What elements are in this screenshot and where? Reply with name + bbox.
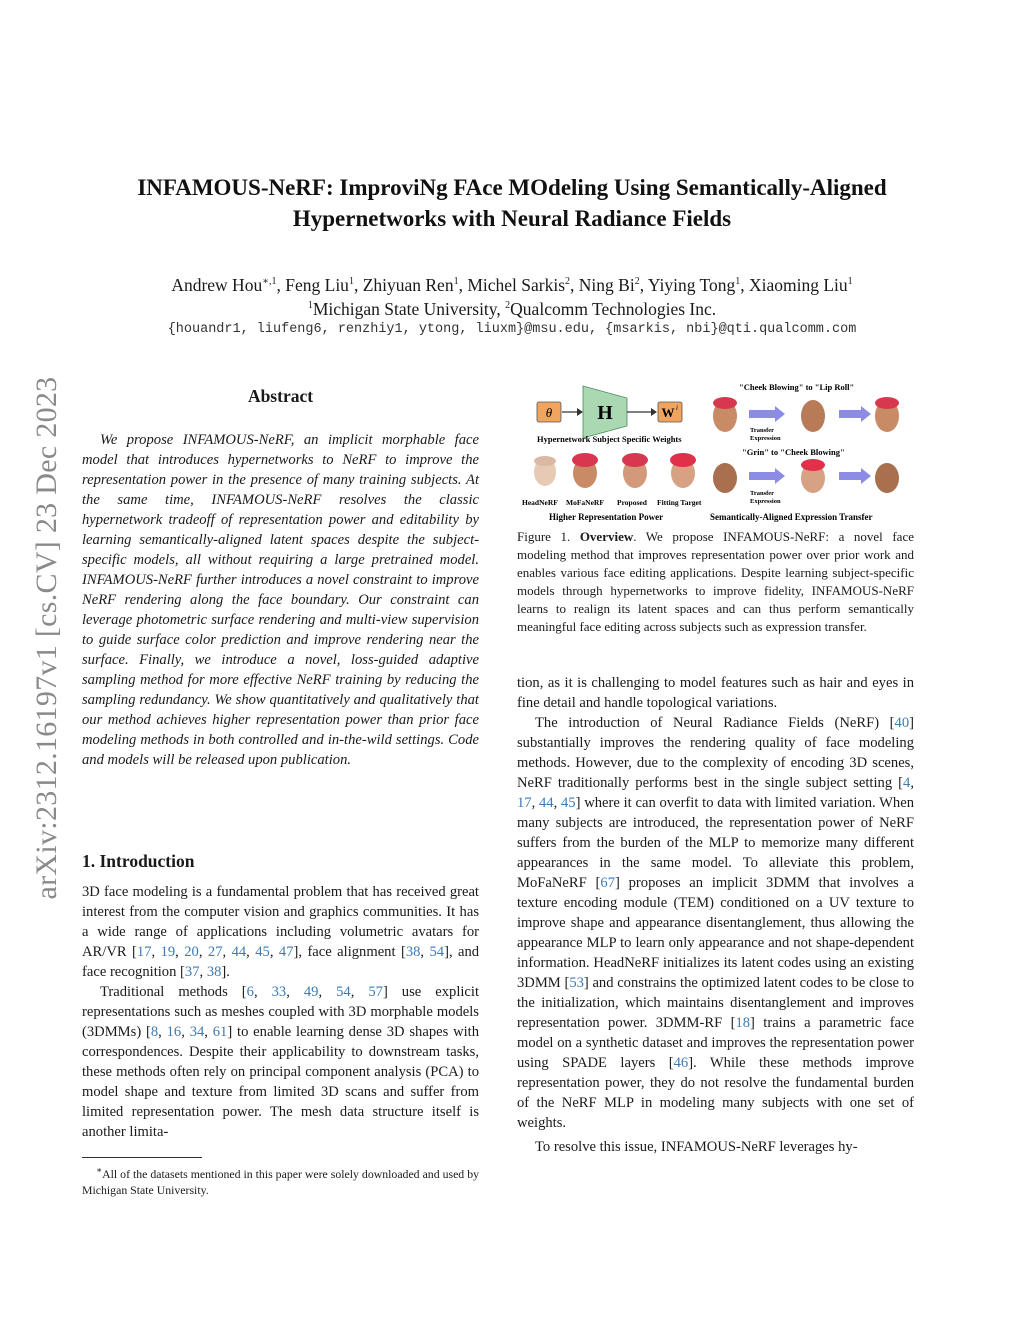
arrowhead — [651, 408, 657, 416]
right-paragraph-2: The introduction of Neural Radiance Fields (NeRF) [40] substantially improves the rendering quality of face modeling methods. However, due to the complexity of encoding 3D scenes, NeRF traditionally performs best in the single subject setting [4, 17, 44, 45] where it can overfit to data with limited variation. When many subjects are introduced, the representation power of NeRF suffers from the burden of the MLP to memorize many different appearances in the same model. To alleviate this problem, MoFaNeRF [67] proposes an implicit 3DMM that involves a texture encoding module (TEM) conditioned on a UV texture to improve shape and appearance disentanglement, thus allowing the appearance MLP to learn only appearance and not shape-dependent information. HeadNeRF initializes its latent codes using an existing 3DMM [53] and constrains the optimized latent codes to be close to the initialization, which maintains disentanglement and improves representation power. 3DMM-RF [18] trains a parametric face model on a synthetic dataset and improves the representation power using SPADE layers [46]. While these methods improve representation power, they do not resolve the fundamental burden of the NeRF MLP in modeling many subjects with one set of weights. — [517, 715, 915, 1131]
citation-link[interactable]: 57 — [368, 984, 383, 1000]
affil-sup: 2 — [505, 300, 511, 311]
citation-link[interactable]: 40 — [894, 715, 910, 731]
face-label-headnerf: HeadNeRF — [522, 498, 558, 507]
footnote-text: All of the datasets mentioned in this paper were solely downloaded and used by Michigan State University. — [82, 1166, 479, 1197]
arxiv-side-label: arXiv:2312.16197v1 [cs.CV] 23 Dec 2023 — [30, 376, 63, 900]
author-emails: {houandr1, liufeng6, renzhiy1, ytong, liuxm}@msu.edu, {msarkis, nbi}@qti.qualcomm.com — [167, 322, 857, 337]
right-column-text — [517, 673, 914, 1157]
transfer-row-2 — [713, 459, 899, 493]
affiliations — [60, 294, 964, 321]
arrowhead — [577, 408, 583, 416]
abstract-heading: Abstract — [247, 386, 314, 406]
right-paragraph-3: To resolve this issue, INFAMOUS-NeRF leverages hy- — [535, 1139, 858, 1155]
left-figure-caption: Higher Representation Power — [549, 512, 664, 522]
transfer-word-1: Transfer — [750, 490, 775, 497]
text-run: ] and constrains the optimized latent codes to be close to the initialization, which maintains disentanglement and improves representation power. 3DMM-RF [ — [517, 975, 915, 1031]
abstract-text — [82, 430, 479, 770]
citation-link[interactable]: 46 — [673, 1055, 689, 1071]
citation-link[interactable]: 33 — [271, 984, 287, 1000]
author-name: Yiying Tong — [647, 274, 736, 295]
citation-link[interactable]: 19 — [160, 944, 176, 960]
w-label: W — [661, 405, 675, 420]
abstract-paragraph: We propose INFAMOUS-NeRF, an implicit morphable face model that introduces hypernetworks to NeRF to improve the representation power in the presence of many training subjects. At the same time, INFAMOUS-NeRF resolves the classic hypernetwork tradeoff of representation power and editability by learning semantically-aligned latent spaces despite the subject-specific models, all without requiring a large pretrained model. INFAMOUS-NeRF further introduces a novel constraint to improve NeRF rendering along the face boundary. Our constraint can leverage photometric surface rendering and multi-view supervision to guide surface color prediction and improve rendering near the surface. Finally, we introduce a novel, loss-guided adaptive sampling method for more effective NeRF training by reducing the sampling redundancy. We show quantitatively and qualitatively that our method achieves higher representation power than prior face modeling methods in both controlled and in-the-wild settings. Code and models will be released upon publication. — [82, 432, 479, 768]
transfer-word-2: Expression — [750, 435, 781, 442]
title-line-2: Hypernetworks with Neural Radiance Fields — [292, 206, 732, 231]
citation-link[interactable]: 20 — [184, 944, 199, 960]
citation-link[interactable]: 61 — [212, 1024, 228, 1040]
affil-sup: 1 — [307, 300, 313, 311]
author-name: Xiaoming Liu — [749, 274, 848, 295]
face-fitting-target — [670, 453, 696, 488]
face-label-proposed: Proposed — [617, 498, 647, 507]
transfer-word-2: Expression — [750, 498, 781, 505]
figure-1-overview — [517, 380, 914, 525]
text-run: The introduction of Neural Radiance Fields (NeRF) [ — [535, 715, 895, 731]
author-sup: 2 — [634, 276, 640, 287]
right-paragraph-1: tion, as it is challenging to model features such as hair and eyes in fine detail and handle topological variations. — [517, 675, 914, 711]
author-list: Andrew Hou$^{∗,1}$, Feng Liu$^1$, Zhiyuan Ren$^1$, Michel Sarkis$^2$, Ning Bi$^2$, Yiying Tong$^1$, Xiaoming Liu$^1$ — [171, 274, 853, 295]
text-run: ]. While these methods improve representation power, they do not resolve the fundamental burden of the NeRF MLP in modeling many subjects with one set of weights. — [517, 1055, 914, 1131]
author-sup: 2 — [565, 276, 571, 287]
face-label-fitting-target: Fitting Target — [657, 498, 702, 507]
citation-link[interactable]: 17 — [136, 944, 152, 960]
author-name: Feng Liu — [285, 274, 349, 295]
text-run: ] use explicit representations such as meshes coupled with 3D morphable models (3DMMs) [ — [82, 984, 480, 1040]
face-headnerf — [534, 456, 556, 486]
intro-paragraph-1: 3D face modeling is a fundamental problem that has received great interest from the computer vision and graphics communities. It has a wide range of applications including volumetric avatars for AR/VR [17, 19, 20, 27, 44, 45, 47], face alignment [38, 54], and face recognition [37, 38]. — [82, 884, 480, 980]
text-run: ]. — [221, 964, 230, 980]
citation-link[interactable]: 27 — [207, 944, 223, 960]
author-name: Zhiyuan Ren — [362, 274, 454, 295]
text-run: Traditional methods [ — [100, 984, 247, 1000]
author-sup: 1 — [348, 276, 354, 287]
citation-link[interactable]: 17 — [517, 795, 532, 811]
intro-paragraph-2: Traditional methods [6, 33, 49, 54, 57] use explicit representations such as meshes coupled with 3D morphable models (3DMMs) [8, 16, 34, 61] to enable learning dense 3D shapes with correspondences. Despite their applicability to downstream tasks, these methods often rely on principal component analysis (PCA) to model shape and texture from limited 3D scans and suffer from limited representation power. The mesh data structure itself is another limita- — [82, 984, 480, 1140]
transfer-arrow — [749, 472, 775, 480]
citation-link[interactable]: 53 — [569, 975, 584, 991]
citation-link[interactable]: 54 — [336, 984, 351, 1000]
title-line-1: INFAMOUS-NeRF: ImproviNg FAce MOdeling Using Semantically-Aligned — [137, 175, 887, 200]
author-sup: 1 — [735, 276, 741, 287]
section-heading-introduction: 1. Introduction — [82, 851, 195, 871]
face-label-mofanerf: MoFaNeRF — [566, 498, 604, 507]
transfer-title-1: "Cheek Blowing" to "Lip Roll" — [739, 382, 855, 392]
citation-link[interactable]: 38 — [206, 964, 222, 980]
citation-link[interactable]: 38 — [405, 944, 421, 960]
citation-link[interactable]: 67 — [600, 875, 615, 891]
text-run: ] to enable learning dense 3D shapes with correspondences. Despite their applicability to downstream tasks, these methods often rely on principal component analysis (PCA) to model shape and texture from limited 3D scans and suffer from limited representation power. The mesh data structure itself is another limita- — [82, 1024, 480, 1140]
theta-label: θ — [545, 405, 553, 420]
intro-text — [82, 882, 479, 1142]
citation-link[interactable]: 44 — [231, 944, 247, 960]
figure-1-caption — [517, 528, 914, 636]
citation-link[interactable]: 34 — [189, 1024, 205, 1040]
footnote-rule — [82, 1157, 202, 1158]
citation-link[interactable]: 45 — [255, 944, 270, 960]
right-figure-caption: Semantically-Aligned Expression Transfer — [710, 512, 873, 522]
text-run: 3D face modeling is a fundamental problem that has received great interest from the computer vision and graphics communities. It has a wide range of applications including volumetric avatars for AR/VR [ — [82, 884, 479, 960]
text-run: ], face alignment [ — [293, 944, 406, 960]
citation-link[interactable]: 37 — [184, 964, 200, 980]
text-run: ], and face recognition [ — [82, 944, 480, 980]
citation-link[interactable]: 45 — [561, 795, 576, 811]
citation-link[interactable]: 16 — [166, 1024, 182, 1040]
footnote — [82, 1162, 479, 1198]
citation-link[interactable]: 4 — [903, 775, 911, 791]
citation-link[interactable]: 47 — [278, 944, 294, 960]
affiliation-2: Qualcomm Technologies Inc. — [510, 298, 717, 319]
paper-title — [60, 172, 964, 234]
face-proposed — [622, 453, 648, 488]
citation-link[interactable]: 44 — [539, 795, 554, 811]
author-sup: ∗,1 — [262, 276, 277, 287]
caption-text: . We propose INFAMOUS-NeRF: a novel face modeling method that improves representation power over prior work and enables various face editing applications. Despite learning subject-specific models through hypernetworks to improve fidelity, INFAMOUS-NeRF learns to realign its latent spaces and can thus perform semantically meaningful face editing across subjects such as expression transfer. — [517, 529, 914, 634]
author-sup: 1 — [453, 276, 459, 287]
hyper-caption: Hypernetwork Subject Specific Weights — [537, 434, 682, 444]
author-name: Andrew Hou — [171, 274, 263, 295]
transfer-arrow — [749, 410, 775, 418]
h-label: H — [597, 402, 613, 424]
caption-bold: Overview — [579, 529, 634, 544]
author-sup: 1 — [847, 276, 853, 287]
author-name: Michel Sarkis — [467, 274, 566, 295]
transfer-row-1 — [713, 397, 899, 432]
citation-link[interactable]: 49 — [303, 984, 319, 1000]
citation-link[interactable]: 54 — [429, 944, 445, 960]
citation-link[interactable]: 6 — [246, 984, 254, 1000]
text-run: ] substantially improves the rendering quality of face modeling methods. However, due to the complexity of encoding 3D scenes, NeRF traditionally performs best in the single subject setting [ — [517, 715, 914, 791]
citation-link[interactable]: 18 — [735, 1015, 751, 1031]
face-mofanerf — [572, 453, 598, 488]
citation-link[interactable]: 8 — [150, 1024, 159, 1040]
footnote-mark: ∗ — [96, 1165, 103, 1175]
transfer-word-1: Transfer — [750, 427, 775, 434]
text-run: ] trains a parametric face model on a synthetic dataset and improves the representation power using SPADE layers [ — [517, 1015, 914, 1071]
author-name: Ning Bi — [578, 274, 635, 295]
transfer-title-2: "Grin" to "Cheek Blowing" — [742, 447, 845, 457]
affiliation-1: Michigan State University, — [312, 298, 506, 319]
text-run: ] proposes an implicit 3DMM that involves a texture encoding module (TEM) conditioned on a UV texture to improve shape and appearance disentanglement, thus allowing the appearance MLP to learn only appearance and not shape-dependent information. HeadNeRF initializes its latent codes using an existing 3DMM [ — [517, 875, 914, 991]
w-sup: i — [676, 404, 678, 412]
text-run: ] where it can overfit to data with limited variation. When many subjects are introduced, the representation power of NeRF suffers from the burden of the MLP to memorize many different appearances in the same model. To alleviate this problem, MoFaNeRF [ — [517, 795, 914, 891]
caption-label: Figure 1. — [517, 529, 580, 544]
